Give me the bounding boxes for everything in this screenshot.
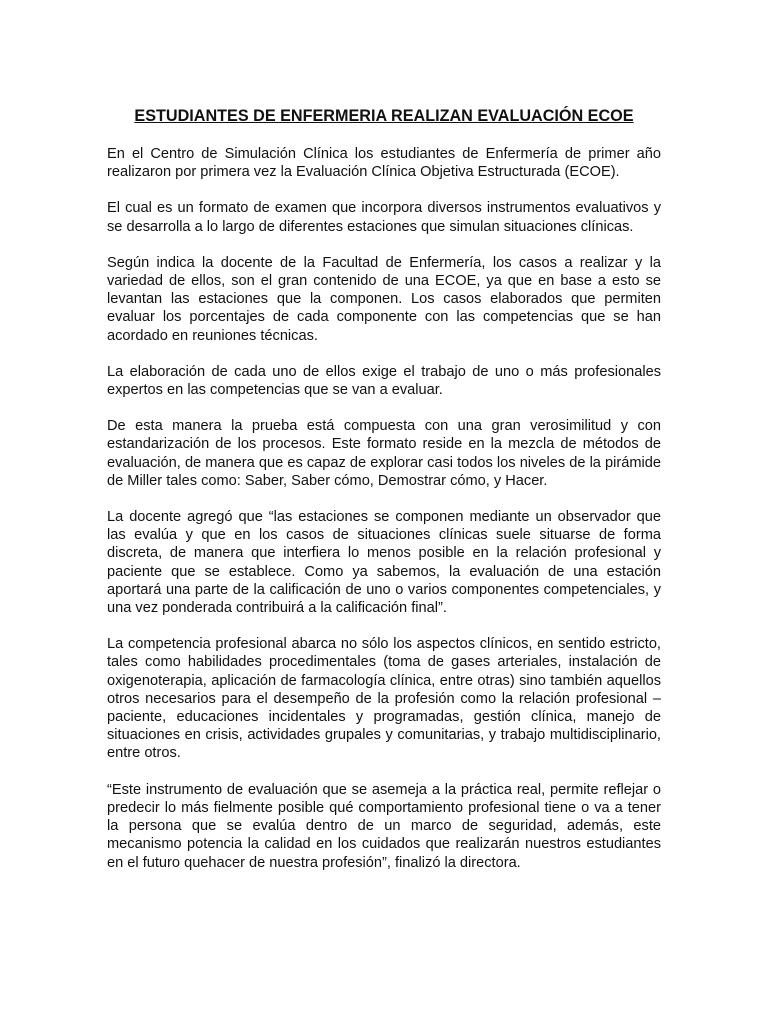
paragraph-competencia: La competencia profesional abarca no sólo los aspectos clínicos, en sentido estricto, tales como habilidades procedimentales (toma de gases arteriales, instalación de oxigenoterapia, aplicación de farmacología clínica, entre otras) sino también aquellos otros necesarios para el desempeño de la profesión como la relación profesional – paciente, educaciones incidentales y programadas, gestión clínica, manejo de situaciones en crisis, actividades grupales y comunitarias, y trabajo multidisciplinario, entre otros. (107, 636, 661, 762)
document-title: ESTUDIANTES DE ENFERMERIA REALIZAN EVALUACIÓN ECOE (134, 107, 634, 125)
paragraph-verosimilitud: De esta manera la prueba está compuesta con una gran verosimilitud y con estandarización de los procesos. Este formato reside en la mezcla de métodos de evaluación, de manera que es capaz de explorar casi todos los niveles de la pirámide de Miller tales como: Saber, Saber cómo, Demostrar cómo, y Hacer. (107, 418, 661, 489)
paragraph-elaboracion: La elaboración de cada uno de ellos exige el trabajo de uno o más profesionales expertos en las competencias que se van a evaluar. (107, 363, 661, 399)
paragraph-quote: “Este instrumento de evaluación que se asemeja a la práctica real, permite reflejar o predecir lo más fielmente posible qué comportamiento profesional tiene o va a tener la persona que se evalúa dentro de un marco de seguridad, además, este mecanismo potencia la calidad en los cuidados que realizarán nuestros estudiantes en el futuro quehacer de nuestra profesión”, finalizó la directora. (107, 781, 661, 871)
document-page (107, 106, 661, 890)
paragraph-intro: En el Centro de Simulación Clínica los estudiantes de Enfermería de primer año realizaron por primera vez la Evaluación Clínica Objetiva Estructurada (ECOE). (107, 146, 661, 181)
paragraph-estaciones: La docente agregó que “las estaciones se componen mediante un observador que las evalúa y que en los casos de situaciones clínicas suele situarse de forma discreta, de manera que interfiera lo menos posible en la relación profesional y paciente que se establece. Como ya sabemos, la evaluación de una estación aportará una parte de la calificación de uno o varios componentes competenciales, y una vez ponderada contribuirá a la calificación final”. (107, 509, 661, 617)
paragraph-format: El cual es un formato de examen que incorpora diversos instrumentos evaluativos y se desarrolla a lo largo de diferentes estaciones que simulan situaciones clínicas. (107, 200, 661, 235)
paragraph-docente: Según indica la docente de la Facultad de Enfermería, los casos a realizar y la variedad de ellos, son el gran contenido de una ECOE, ya que en base a esto se levantan las estaciones que la componen. Los casos elaborados que permiten evaluar los porcentajes de cada componente con las competencias que se han acordado en reuniones técnicas. (107, 254, 661, 344)
